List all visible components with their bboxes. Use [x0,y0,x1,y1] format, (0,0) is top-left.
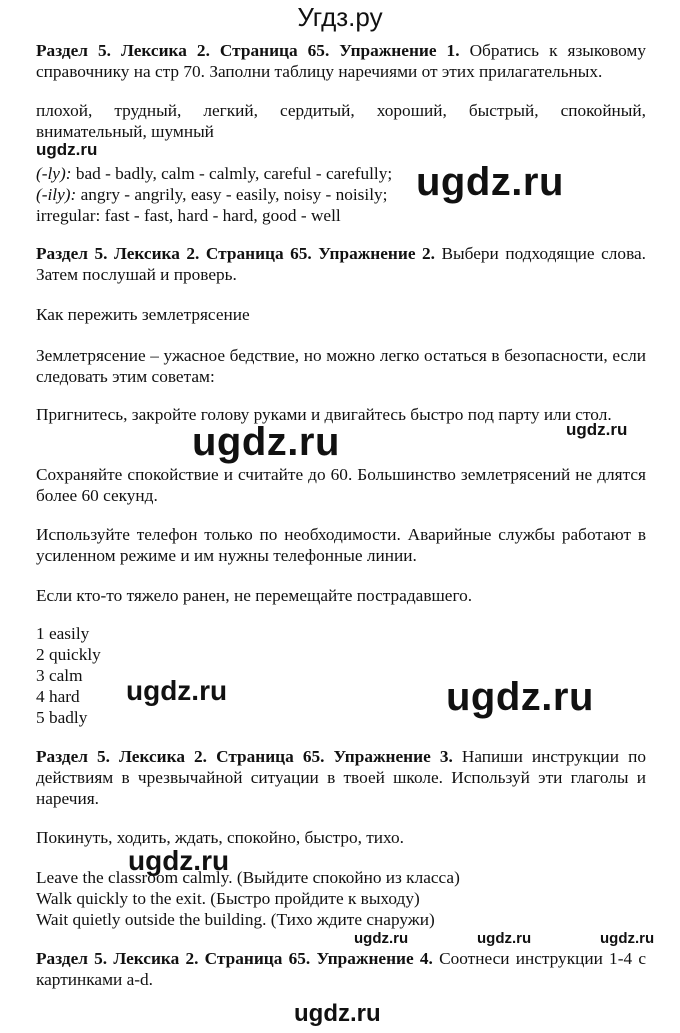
ily-label: (-ily): [36,185,77,204]
adjectives-list: плохой, трудный, легкий, сердитый, хороший, быстрый, спокойный, внимательный, шумный [36,101,646,141]
text-paragraph-4: Используйте телефон только по необходимости. Аварийные службы работают в усиленном режиме и им нужны телефонные линии. [36,525,646,565]
instruction-line: Wait quietly outside the building. (Тихо ждите снаружи) [36,910,435,929]
watermark: ugdz.ru [36,140,98,159]
text-paragraph-2: Пригнитесь, закройте голову руками и двигайтесь быстро под парту или стол. [36,405,612,424]
text-paragraph-1: Землетрясение – ужасное бедствие, но можно легко остаться в безопасности, если следовать этим советам: [36,346,646,386]
ly-adverbs [36,163,392,184]
answer-item: 4 hard [36,687,80,706]
text-paragraph-5: Если кто-то тяжело ранен, не перемещайте пострадавшего. [36,586,473,605]
watermark: ugdz.ru [600,930,655,947]
answer-item: 3 calm [36,666,83,685]
ly-label: (-ly): [36,164,72,183]
ily-adverbs [36,184,387,205]
exercise-3-heading: Раздел 5. Лексика 2. Страница 65. Упражнение 3. [36,747,453,766]
irregular-adverbs: irregular: fast - fast, hard - hard, good - well [36,206,341,225]
watermark: ugdz.ru [294,1000,381,1027]
watermark: ugdz.ru [128,845,230,876]
watermark: ugdz.ru [566,420,628,439]
exercise-3-task: Напиши инструкции по действиям в чрезвычайной ситуации в твоей школе. Используй эти глаголы и наречия. [36,747,647,808]
ly-words: bad - badly, calm - calmly, careful - carefully; [71,164,393,183]
exercise-2-task: Выбери подходящие слова. Затем послушай и проверь. [36,244,646,284]
exercise-2-instruction [36,243,646,285]
text-title: Как пережить землетрясение [36,305,250,324]
watermark: ugdz.ru [416,160,564,204]
text-paragraph-3: Сохраняйте спокойствие и считайте до 60. Большинство землетрясений не длятся более 60 секунд. [36,465,646,505]
site-title: Угдз.ру [297,2,383,32]
exercise-3-instruction [36,746,646,809]
ily-words: angry - angrily, easy - easily, noisy - noisily; [76,185,388,204]
watermark: ugdz.ru [477,930,532,947]
instruction-line: Leave the classroom calmly. (Выйдите спокойно из класса) [36,868,460,887]
exercise-1-instruction [36,40,646,82]
watermark: ugdz.ru [354,930,409,947]
exercise-2-heading: Раздел 5. Лексика 2. Страница 65. Упражнение 2. [36,244,435,263]
instruction-line: Walk quickly to the exit. (Быстро пройдите к выходу) [36,889,420,908]
watermark: ugdz.ru [126,675,228,706]
watermark: ugdz.ru [192,420,340,464]
watermark: ugdz.ru [446,675,594,719]
answer-item: 5 badly [36,708,88,727]
exercise-1-heading: Раздел 5. Лексика 2. Страница 65. Упражнение 1. [36,41,460,60]
exercise-4-task: Соотнеси инструкции 1-4 с картинками a-d. [36,949,646,989]
exercise-1-task: Обратись к языковому справочнику на стр 70. Заполни таблицу наречиями от этих прилагательных. [36,41,646,81]
exercise-4-heading: Раздел 5. Лексика 2. Страница 65. Упражнение 4. [36,949,433,968]
answer-item: 2 quickly [36,645,101,664]
exercise-4-instruction [36,948,646,990]
verbs-adverbs-list: Покинуть, ходить, ждать, спокойно, быстро, тихо. [36,828,404,847]
answer-item: 1 easily [36,624,90,643]
